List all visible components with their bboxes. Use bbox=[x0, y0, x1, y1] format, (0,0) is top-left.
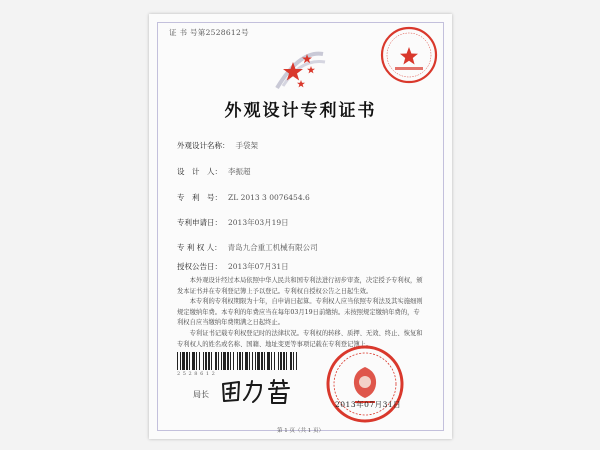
field-design-name bbox=[177, 140, 258, 151]
field-patent-number bbox=[177, 192, 310, 203]
field-patentee bbox=[177, 242, 318, 253]
official-seal-icon bbox=[325, 344, 405, 424]
certificate-title: 外观设计专利证书 bbox=[224, 101, 377, 121]
field-grant-date bbox=[177, 261, 289, 272]
body-paragraph: 专利证书记载专利权登记时的法律状况。专利权的转移、质押、无效、终止、恢复和专利权人的姓名或名称、国籍、地址变更等事项记载在专利登记簿上。 bbox=[177, 329, 423, 348]
barcode-number: 2 5 2 8 6 1 2 bbox=[177, 371, 216, 377]
field-label: 外观设计名称： bbox=[177, 141, 230, 150]
field-value: ZL 2013 3 0076454.6 bbox=[228, 193, 310, 202]
field-label: 授权公告日： bbox=[177, 262, 222, 271]
seal-date: 2013年07月31日 bbox=[335, 400, 402, 409]
field-label: 专 利 号： bbox=[177, 193, 222, 202]
field-label: 设 计 人： bbox=[177, 167, 222, 176]
field-value: 2013年03月19日 bbox=[228, 218, 289, 227]
certificate-body bbox=[177, 276, 423, 350]
field-value: 2013年07月31日 bbox=[228, 262, 289, 271]
body-paragraph: 本外观设计经过本局依照中华人民共和国专利法进行初步审查，决定授予专利权，颁发本证书并在专利登记簿上予以登记。专利权自授权公告之日起生效。 bbox=[177, 277, 423, 295]
director-signature bbox=[219, 376, 297, 406]
field-application-date bbox=[177, 217, 289, 228]
director-label: 局长 bbox=[193, 390, 209, 399]
patent-certificate bbox=[149, 14, 452, 439]
field-label: 专 利 权 人： bbox=[177, 243, 222, 252]
barcode-icon bbox=[177, 352, 297, 370]
field-designer bbox=[177, 166, 251, 177]
field-value: 李振超 bbox=[228, 167, 251, 176]
field-value: 手袋架 bbox=[235, 141, 258, 150]
page-number: 第 1 页（共 1 页） bbox=[277, 428, 324, 434]
body-paragraph: 本专利的专利权期限为十年，自申请日起算。专利权人应当依照专利法及其实施细则规定缴纳年费。本专利的年费应当在每年03月19日前缴纳。未按照规定缴纳年费的，专利权自应当缴纳年费期满之日起终止。 bbox=[177, 298, 423, 327]
certificate-number: 证 书 号第2528612号 bbox=[169, 28, 249, 37]
national-emblem-icon bbox=[271, 42, 329, 92]
official-seal-icon bbox=[379, 25, 439, 85]
field-label: 专利申请日： bbox=[177, 218, 222, 227]
field-value: 青岛九合重工机械有限公司 bbox=[227, 243, 318, 252]
